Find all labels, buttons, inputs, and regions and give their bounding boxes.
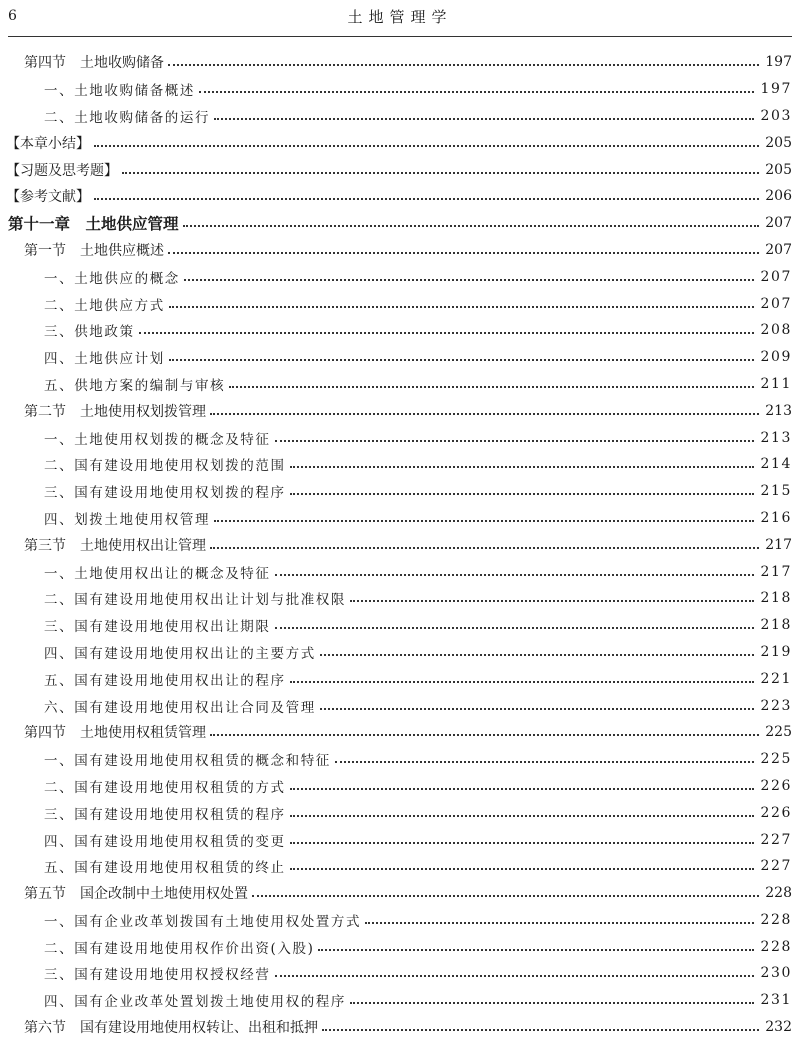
toc-entry-page: 227: [760, 858, 792, 875]
toc-entry-item[interactable]: [0, 317, 800, 344]
toc-entry-page: 207: [760, 268, 792, 285]
dot-leader: [210, 732, 759, 736]
dot-leader: [210, 545, 759, 549]
toc-entry-title: 一、土地供应的概念: [44, 270, 180, 287]
toc-entry-page: 231: [760, 992, 792, 1009]
dot-leader: [275, 973, 755, 977]
toc-entry-item[interactable]: [0, 960, 800, 987]
toc-entry-section[interactable]: [0, 719, 800, 746]
toc-entry-title: 一、土地使用权划拨的概念及特征: [44, 431, 271, 448]
toc-entry-page: 216: [760, 509, 792, 526]
page-number: 6: [8, 8, 17, 24]
toc-entry-chapter[interactable]: [0, 210, 800, 237]
toc-entry-page: 197: [765, 54, 792, 71]
toc-entry-page: 223: [760, 697, 792, 714]
toc-entry-bracket[interactable]: [0, 183, 800, 210]
toc-entry-page: 206: [765, 188, 792, 205]
toc-entry-title: 四、国有建设用地使用权租赁的变更: [44, 833, 286, 850]
toc-entry-page: 218: [760, 590, 792, 607]
toc-entry-page: 205: [765, 134, 792, 151]
toc-entry-page: 217: [760, 563, 792, 580]
dot-leader: [139, 330, 755, 334]
toc-entry-title: 三、国有建设用地使用权出让期限: [44, 619, 271, 636]
dot-leader: [290, 840, 755, 844]
header-rule: [8, 36, 792, 37]
dot-leader: [169, 304, 755, 308]
toc-entry-title: 三、供地政策: [44, 324, 135, 341]
toc-entry-page: 228: [760, 911, 792, 928]
dot-leader: [318, 947, 754, 951]
toc-entry-section[interactable]: [0, 1014, 800, 1041]
dot-leader: [199, 89, 754, 93]
toc-entry-title: 二、土地收购储备的运行: [44, 109, 211, 126]
dot-leader: [214, 116, 754, 120]
toc-entry-item[interactable]: [0, 933, 800, 960]
toc-entry-title: 【参考文献】: [6, 189, 90, 206]
toc-entry-page: 213: [760, 429, 792, 446]
toc-entry-page: 203: [760, 107, 792, 124]
toc-entry-page: 213: [765, 402, 792, 419]
toc-entry-title: 一、国有建设用地使用权租赁的概念和特征: [44, 753, 331, 770]
toc-entry-title: 第二节 土地使用权划拨管理: [24, 403, 206, 420]
toc-entry-item[interactable]: [0, 371, 800, 398]
toc-entry-page: 208: [760, 322, 792, 339]
toc-entry-item[interactable]: [0, 585, 800, 612]
toc-entry-page: 218: [760, 617, 792, 634]
toc-entry-title: 一、土地使用权出让的概念及特征: [44, 565, 271, 582]
toc-entry-item[interactable]: [0, 853, 800, 880]
toc-entry-title: 一、土地收购储备概述: [44, 83, 195, 100]
toc-entry-item[interactable]: [0, 558, 800, 585]
toc-entry-title: 五、国有建设用地使用权租赁的终止: [44, 860, 286, 877]
toc-entry-section[interactable]: [0, 237, 800, 264]
dot-leader: [168, 62, 759, 66]
dot-leader: [350, 598, 754, 602]
toc-entry-page: 225: [765, 724, 792, 741]
dot-leader: [184, 277, 755, 281]
page-header: [0, 0, 800, 36]
toc-entry-section[interactable]: [0, 397, 800, 424]
toc-entry-title: 【本章小结】: [6, 135, 90, 152]
toc-entry-item[interactable]: [0, 639, 800, 666]
toc-entry-title: 第三节 土地使用权出让管理: [24, 537, 206, 554]
dot-leader: [322, 1027, 759, 1031]
dot-leader: [122, 170, 759, 174]
toc-entry-page: 221: [760, 670, 792, 687]
dot-leader: [290, 866, 755, 870]
toc-entry-page: 197: [760, 81, 792, 98]
toc-entry-title: 二、国有建设用地使用权作价出资(入股): [44, 940, 315, 957]
toc-entry-title: 第一节 土地供应概述: [24, 242, 164, 259]
toc-entry-page: 207: [765, 215, 792, 232]
toc-entry-page: 207: [760, 295, 792, 312]
toc-entry-page: 227: [760, 831, 792, 848]
toc-entry-title: 二、国有建设用地使用权租赁的方式: [44, 779, 286, 796]
toc-entry-page: 211: [760, 375, 792, 392]
table-of-contents: [0, 49, 800, 1040]
toc-entry-page: 226: [760, 777, 792, 794]
dot-leader: [214, 518, 754, 522]
toc-entry-bracket[interactable]: [0, 129, 800, 156]
toc-entry-title: 一、国有企业改革划拨国有土地使用权处置方式: [44, 913, 362, 930]
toc-entry-title: 四、划拨土地使用权管理: [44, 511, 211, 528]
toc-entry-item[interactable]: [0, 344, 800, 371]
dot-leader: [290, 464, 755, 468]
toc-entry-title: 二、土地供应方式: [44, 297, 165, 314]
toc-entry-item[interactable]: [0, 478, 800, 505]
toc-entry-page: 225: [760, 751, 792, 768]
toc-entry-title: 四、国有企业改革处置划拨土地使用权的程序: [44, 994, 346, 1011]
toc-entry-title: 第四节 土地收购储备: [24, 55, 164, 72]
toc-entry-title: 二、国有建设用地使用权出让计划与批准权限: [44, 592, 346, 609]
dot-leader: [229, 384, 754, 388]
dot-leader: [183, 223, 760, 227]
dot-leader: [320, 652, 755, 656]
toc-entry-page: 207: [765, 241, 792, 258]
toc-entry-page: 205: [765, 161, 792, 178]
toc-entry-title: 第十一章 土地供应管理: [8, 215, 179, 234]
dot-leader: [290, 786, 755, 790]
toc-entry-title: 三、国有建设用地使用权租赁的程序: [44, 806, 286, 823]
dot-leader: [94, 196, 759, 200]
toc-entry-title: 【习题及思考题】: [6, 162, 118, 179]
dot-leader: [290, 813, 755, 817]
toc-entry-page: 209: [760, 349, 792, 366]
toc-entry-item[interactable]: [0, 505, 800, 532]
toc-entry-page: 219: [760, 643, 792, 660]
toc-entry-item[interactable]: [0, 907, 800, 934]
toc-entry-title: 三、国有建设用地使用权授权经营: [44, 967, 271, 984]
toc-entry-section[interactable]: [0, 49, 800, 76]
dot-leader: [290, 679, 755, 683]
toc-entry-item[interactable]: [0, 103, 800, 130]
toc-entry-page: 228: [765, 885, 792, 902]
toc-entry-title: 第五节 国企改制中土地使用权处置: [24, 886, 248, 903]
toc-entry-title: 五、供地方案的编制与审核: [44, 377, 226, 394]
dot-leader: [290, 491, 755, 495]
toc-entry-item[interactable]: [0, 799, 800, 826]
dot-leader: [168, 250, 759, 254]
dot-leader: [94, 143, 759, 147]
toc-entry-item[interactable]: [0, 665, 800, 692]
toc-entry-page: 215: [760, 483, 792, 500]
toc-entry-title: 六、国有建设用地使用权出让合同及管理: [44, 699, 316, 716]
dot-leader: [275, 572, 755, 576]
toc-entry-title: 四、土地供应计划: [44, 351, 165, 368]
toc-entry-page: 228: [760, 938, 792, 955]
toc-entry-item[interactable]: [0, 692, 800, 719]
toc-entry-page: 226: [760, 804, 792, 821]
toc-entry-item[interactable]: [0, 290, 800, 317]
toc-entry-item[interactable]: [0, 746, 800, 773]
toc-entry-title: 三、国有建设用地使用权划拨的程序: [44, 485, 286, 502]
running-title: 土地管理学: [347, 8, 453, 26]
toc-entry-title: 四、国有建设用地使用权出让的主要方式: [44, 645, 316, 662]
dot-leader: [320, 706, 755, 710]
toc-entry-title: 二、国有建设用地使用权划拨的范围: [44, 458, 286, 475]
toc-entry-title: 第六节 国有建设用地使用权转让、出租和抵押: [24, 1020, 318, 1037]
toc-entry-page: 217: [765, 536, 792, 553]
toc-entry-page: 232: [765, 1019, 792, 1036]
toc-entry-page: 214: [760, 456, 792, 473]
toc-entry-item[interactable]: [0, 451, 800, 478]
dot-leader: [169, 357, 755, 361]
dot-leader: [335, 759, 755, 763]
dot-leader: [252, 893, 759, 897]
toc-entry-item[interactable]: [0, 987, 800, 1014]
toc-entry-item[interactable]: [0, 826, 800, 853]
toc-entry-page: 230: [760, 965, 792, 982]
dot-leader: [350, 1000, 754, 1004]
toc-entry-title: 五、国有建设用地使用权出让的程序: [44, 672, 286, 689]
toc-entry-section[interactable]: [0, 880, 800, 907]
dot-leader: [210, 411, 759, 415]
dot-leader: [365, 920, 754, 924]
dot-leader: [275, 625, 755, 629]
dot-leader: [275, 438, 755, 442]
toc-entry-title: 第四节 土地使用权租赁管理: [24, 725, 206, 742]
toc-entry-bracket[interactable]: [0, 156, 800, 183]
toc-entry-item[interactable]: [0, 612, 800, 639]
toc-entry-item[interactable]: [0, 424, 800, 451]
toc-entry-item[interactable]: [0, 773, 800, 800]
toc-entry-section[interactable]: [0, 531, 800, 558]
toc-entry-item[interactable]: [0, 263, 800, 290]
toc-entry-item[interactable]: [0, 76, 800, 103]
